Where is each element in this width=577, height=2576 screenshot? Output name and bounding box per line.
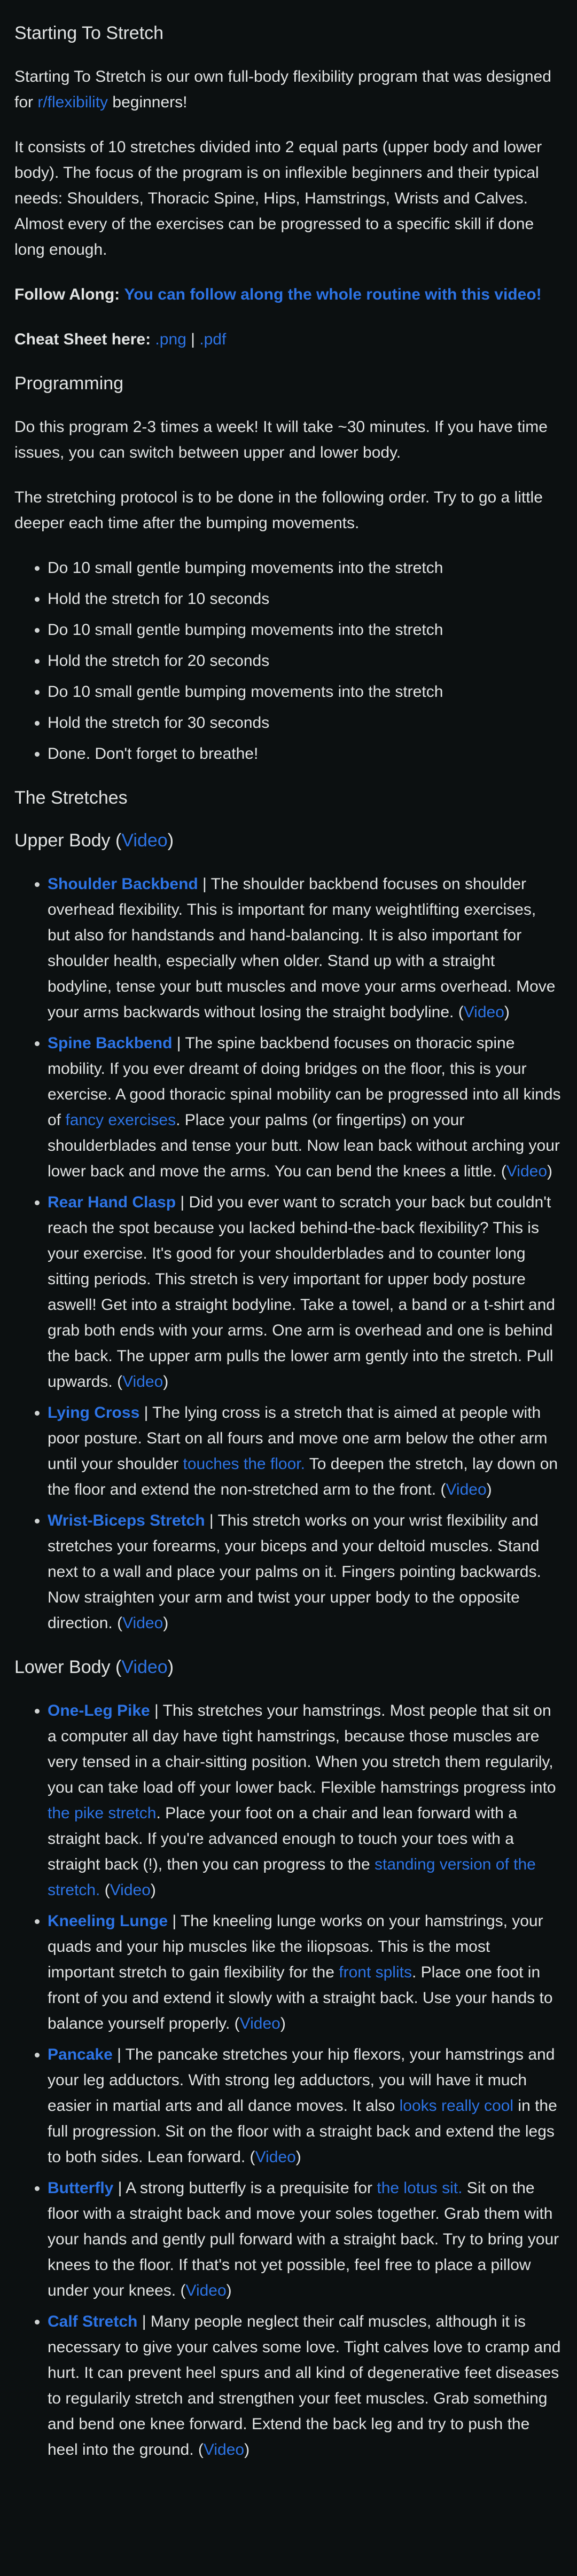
link-front-splits[interactable]: front splits: [339, 1964, 412, 1981]
text-span: The Stretches: [14, 788, 128, 808]
link-video[interactable]: Video: [203, 2441, 245, 2459]
text-span: Done. Don't forget to breathe!: [48, 745, 259, 763]
cheat-sheet-paragraph: [14, 327, 561, 352]
link-standing-pike-stretch[interactable]: standing version of the stretch.: [48, 1856, 536, 1899]
lower-body-list: [14, 1698, 561, 2463]
text-span: ): [295, 2148, 301, 2166]
link-one-leg-pike[interactable]: One-Leg Pike: [48, 1702, 150, 1719]
link-wrist-biceps-stretch[interactable]: Wrist-Biceps Stretch: [48, 1512, 205, 1529]
text-span: Starting To Stretch: [14, 23, 164, 43]
link-upper-body-video[interactable]: Video: [121, 830, 168, 851]
link-video[interactable]: Video: [446, 1481, 487, 1498]
text-span: Hold the stretch for 30 seconds: [48, 714, 270, 732]
text-span: Hold the stretch for 10 seconds: [48, 590, 270, 608]
heading-upper-body: [14, 829, 561, 852]
text-span: |: [186, 331, 200, 348]
text-span: Upper Body (: [14, 830, 122, 851]
text-span: | This stretches your hamstrings. Most people that sit on a computer all day have tight hamstrings, because those muscles are very tensed in a chair-sitting position. When you stretch them regularily, you can take load off your lower back. Flexible hamstrings progress into: [48, 1702, 556, 1796]
text-span: Do 10 small gentle bumping movements into the stretch: [48, 683, 443, 701]
link-calf-stretch[interactable]: Calf Stretch: [48, 2313, 138, 2330]
text-span: Programming: [14, 373, 124, 394]
programming-frequency-paragraph: [14, 414, 561, 466]
stretch-item: [48, 2042, 561, 2170]
text-span: | The kneeling lunge works on your hamstrings, your quads and your hip muscles like the iliopsoas. This is the most important stretch to gain flexibility for the: [48, 1912, 543, 1981]
stretch-item: [48, 2309, 561, 2463]
text-span: ): [547, 1163, 553, 1180]
text-span: Do this program 2-3 times a week! It will take ~30 minutes. If you have time issues, you can switch between upper and lower body.: [14, 418, 548, 461]
text-span: | The shoulder backbend focuses on shoulder overhead flexibility. This is important for many weightlifting exercises, but also for handstands and hand-balancing. It is also important for shoulder health, especially when older. Stand up with a straight bodyline, tense your butt muscles and move your arms overhead. Move your arms backwards without losing the straight bodyline. (: [48, 875, 556, 1021]
text-span: ): [167, 1657, 174, 1677]
text-span: | A strong butterfly is a prequisite for: [113, 2179, 377, 2197]
text-span: Sit on the floor with a straight back and move your soles together. Grab them with your hands and gently pull forward with a straight back. Try to bring your knees to the floor. If that's not yet possible, feel free to place a pillow under your knees. (: [48, 2179, 559, 2299]
text-span: ): [163, 1614, 169, 1632]
text-span: in the full progression. Sit on the floor with a straight back and extend the legs to both sides. Lean forward. (: [48, 2097, 557, 2166]
heading-lower-body: [14, 1655, 561, 1679]
text-span: . Place one foot in front of you and extend it slowly with a straight back. Use your hands to balance yourself properly. (: [48, 1964, 553, 2032]
text-span: | The pancake stretches your hip flexors, your hamstrings and your leg adductors. With strong leg adductors, you will have it much easier in martial arts and all dance moves. It also: [48, 2046, 555, 2115]
text-span: ): [280, 2015, 286, 2032]
text-span: ): [244, 2441, 250, 2459]
heading-programming: [14, 372, 561, 395]
text-span: Lower Body (: [14, 1657, 122, 1677]
stretch-item: [48, 1400, 561, 1503]
text-span: Do 10 small gentle bumping movements into the stretch: [48, 559, 443, 577]
link-video[interactable]: Video: [239, 2015, 280, 2032]
stretch-item: [48, 1909, 561, 2037]
text-span: . Place your foot on a chair and lean forward with a straight back. If you're advanced enough to touch your toes with a straight back (!), then you can progress to the: [48, 1804, 517, 1873]
protocol-step: [48, 555, 561, 581]
text-span: To deepen the stretch, lay down on the floor and extend the non-stretched arm to the front. (: [48, 1455, 558, 1498]
link-follow-along-video[interactable]: You can follow along the whole routine with this video!: [124, 286, 542, 303]
link-looks-really-cool[interactable]: looks really cool: [399, 2097, 514, 2115]
link-video[interactable]: Video: [255, 2148, 296, 2166]
protocol-step: [48, 586, 561, 612]
link-spine-backbend[interactable]: Spine Backbend: [48, 1034, 173, 1052]
heading-the-stretches: [14, 786, 561, 810]
text-span: The stretching protocol is to be done in the following order. Try to go a little deeper each time after the bumping movements.: [14, 489, 543, 532]
text-span: beginners!: [108, 93, 188, 111]
stretch-item: [48, 1190, 561, 1395]
link-video[interactable]: Video: [122, 1614, 163, 1632]
link-cheatsheet-png[interactable]: .png: [155, 331, 186, 348]
wiki-article: [14, 21, 561, 2463]
protocol-step: [48, 710, 561, 736]
bold-label: Follow Along:: [14, 286, 120, 303]
text-span: . Place your palms (or fingertips) on your shoulderblades and tense your butt. Now lean back without arching your lower back and move the arms. You can bend the knees a little. (: [48, 1111, 560, 1180]
link-pancake[interactable]: Pancake: [48, 2046, 113, 2063]
follow-along-paragraph: [14, 282, 561, 308]
text-span: Starting To Stretch is our own full-body flexibility program that was designed for: [14, 68, 551, 111]
text-span: (: [100, 1881, 110, 1899]
text-span: Do 10 small gentle bumping movements into the stretch: [48, 621, 443, 639]
stretch-item: [48, 1031, 561, 1184]
text-span: ): [163, 1373, 169, 1391]
text-span: ): [167, 830, 174, 851]
link-rear-hand-clasp[interactable]: Rear Hand Clasp: [48, 1193, 176, 1211]
protocol-step: [48, 741, 561, 767]
protocol-step: [48, 679, 561, 705]
link-video[interactable]: Video: [463, 1003, 504, 1021]
link-video[interactable]: Video: [506, 1163, 548, 1180]
link-kneeling-lunge[interactable]: Kneeling Lunge: [48, 1912, 168, 1930]
link-lying-cross[interactable]: Lying Cross: [48, 1404, 140, 1421]
text-span: [120, 286, 124, 303]
stretch-item: [48, 1508, 561, 1636]
protocol-intro-paragraph: [14, 485, 561, 536]
link-video[interactable]: Video: [110, 1881, 151, 1899]
text-span: | The lying cross is a stretch that is aimed at people with poor posture. Start on all fours and move one arm below the other arm until your shoulder: [48, 1404, 548, 1473]
protocol-step: [48, 648, 561, 674]
intro-paragraph: [14, 64, 561, 115]
link-shoulder-backbend[interactable]: Shoulder Backbend: [48, 875, 198, 893]
link-video[interactable]: Video: [185, 2282, 227, 2299]
link-r-flexibility[interactable]: r/flexibility: [37, 93, 108, 111]
text-span: | Did you ever want to scratch your back but couldn't reach the spot because you lacked behind-the-back flexibility? This is your exercise. It's good for your shoulderblades and to counter long sitting periods. This stretch is very important for upper body posture aswell! Get into a straight bodyline. Take a towel, a band or a t-shirt and grab both ends with your arms. One arm is overhead and one is behind the back. The upper arm pulls the lower arm gently into the stretch. Pull upwards. (: [48, 1193, 555, 1391]
link-touches-the-floor[interactable]: touches the floor.: [183, 1455, 305, 1473]
stretch-item: [48, 871, 561, 1025]
link-cheatsheet-pdf[interactable]: .pdf: [199, 331, 227, 348]
link-video[interactable]: Video: [122, 1373, 163, 1391]
link-pike-stretch[interactable]: the pike stretch: [48, 1804, 157, 1822]
stretch-item: [48, 2176, 561, 2304]
text-span: It consists of 10 stretches divided into 2 equal parts (upper body and lower body). The focus of the program is on inflexible beginners and their typical needs: Shoulders, Thoracic Spine, Hips, Hamstrings, Wrists and Calves. Almost every of the exercises can be progressed to a specific skill if done long enough.: [14, 138, 542, 258]
text-span: ): [226, 2282, 232, 2299]
overview-paragraph: [14, 135, 561, 263]
text-span: ): [504, 1003, 510, 1021]
link-lower-body-video[interactable]: Video: [121, 1657, 168, 1677]
link-lotus-sit[interactable]: the lotus sit.: [377, 2179, 463, 2197]
bold-label: Cheat Sheet here:: [14, 331, 151, 348]
link-butterfly[interactable]: Butterfly: [48, 2179, 114, 2197]
upper-body-list: [14, 871, 561, 1636]
text-span: Hold the stretch for 20 seconds: [48, 652, 270, 670]
text-span: ): [150, 1881, 156, 1899]
link-fancy-exercises[interactable]: fancy exercises: [65, 1111, 176, 1129]
text-span: | This stretch works on your wrist flexibility and stretches your forearms, your biceps and your deltoid muscles. Stand next to a wall and place your palms on it. Fingers pointing backwards. Now straighten your arm and twist your upper body to the opposite direction. (: [48, 1512, 541, 1632]
text-span: | Many people neglect their calf muscles, although it is necessary to give your calves some love. Tight calves love to cramp and hurt. It can prevent heel spurs and all kind of degenerative feet diseases to regularily stretch and strengthen your feet muscles. Grab something and bend one knee forward. Extend the back leg and try to push the heel into the ground. (: [48, 2313, 561, 2459]
protocol-step: [48, 617, 561, 643]
text-span: | The spine backbend focuses on thoracic spine mobility. If you ever dreamt of doing bridges on the floor, this is your exercise. A good thoracic spinal mobility can be progressed into all kinds of: [48, 1034, 561, 1129]
page-title: [14, 21, 561, 45]
stretch-item: [48, 1698, 561, 1903]
text-span: ): [486, 1481, 492, 1498]
protocol-list: [14, 555, 561, 767]
